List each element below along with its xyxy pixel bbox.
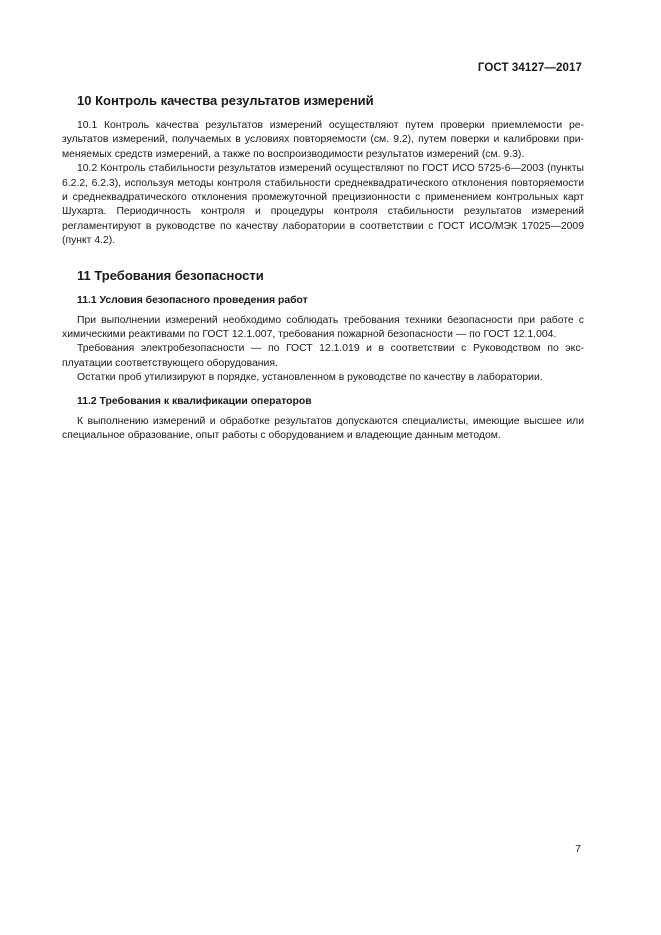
paragraph-11-1-c: Остатки проб утилизируют в порядке, установленном в руководстве по качеству в лаборатории. (77, 372, 543, 384)
paragraph-10-1: 10.1 Контроль качества результатов измерений осуществляют путем проверки приемлемости ре-зультатов измерений, получаемых в условиях повторяемости (см. 9.2), путем поверки и калибровки при-меняемых средств измерений, а также по воспроизводимости результатов измерений (см. 9.3). (62, 120, 584, 160)
paragraph-11-2-a: К выполнению измерений и обработке результатов допускаются специалисты, имеющие высшее или специальное образование, опыт работы с оборудованием и владеющие данным методом. (62, 415, 584, 442)
subsection-11-2-heading: 11.2 Требования к квалификации операторов (77, 395, 312, 407)
subsection-11-1-heading: 11.1 Условия безопасного проведения работ (77, 294, 308, 306)
paragraph-11-1-b: Требования электробезопасности — по ГОСТ 12.1.019 и в соответствии с Руководством по экс-плуатации соответствующего оборудования. (62, 343, 584, 369)
paragraph-10-2: 10.2 Контроль стабильности результатов измерений осуществляют по ГОСТ ИСО 5725-6—2003 (пункты 6.2.2, 6.2.3), используя методы контроля стабильности среднеквадратического отклонения повторяемости и среднеквадратического отклонения промежуточной прецизионности с применением контрольных карт Шухарта. Периодичность контроля и процедуры контроля стабильности результатов измерений регламентируют в руководстве по качеству лаборатории в соответствии с ГОСТ ИСО/МЭК 17025—2009 (пункт 4.2). (62, 163, 584, 247)
document-code: ГОСТ 34127—2017 (477, 62, 582, 74)
page-content (62, 92, 584, 444)
paragraph-11-1-a: При выполнении измерений необходимо соблюдать требования техники безопасности при работе с химическими реактивами по ГОСТ 12.1.007, требования пожарной безопасности — по ГОСТ 12.1.004. (62, 314, 584, 341)
section-11-heading: 11 Требования безопасности (77, 267, 264, 283)
section-10-heading: 10 Контроль качества результатов измерений (77, 93, 374, 108)
page-number: 7 (575, 843, 581, 855)
